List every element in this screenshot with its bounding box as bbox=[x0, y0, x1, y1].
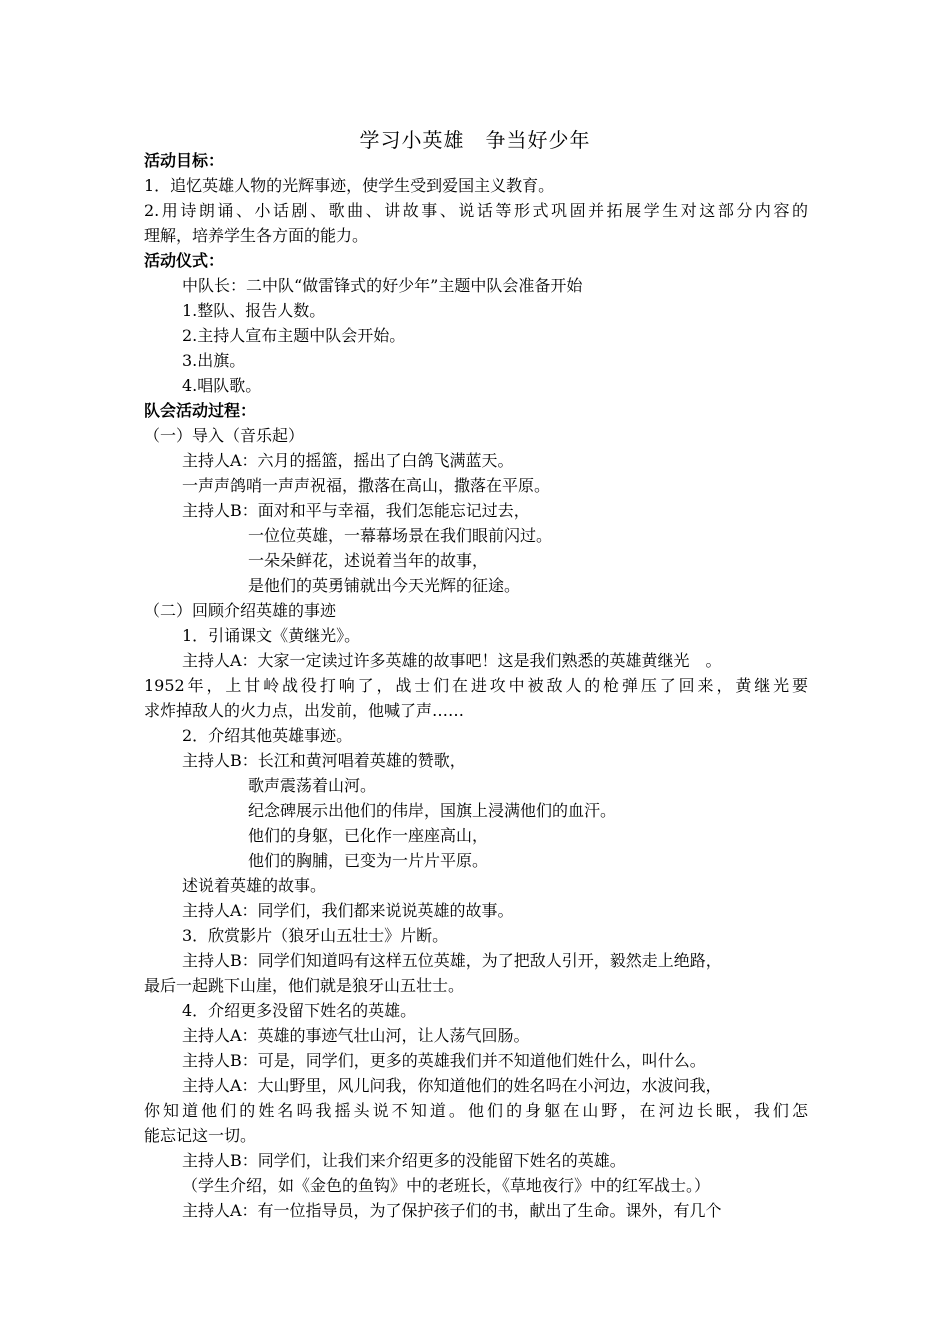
text-line: 他们的身躯，已化作一座座高山， bbox=[248, 826, 489, 845]
text-line: 主持人A：六月的摇篮，摇出了白鸽飞满蓝天。 bbox=[182, 451, 514, 470]
text-line: 能忘记这一切。 bbox=[144, 1126, 257, 1145]
text-line: 主持人B：可是，同学们，更多的英雄我们并不知道他们姓什么，叫什么。 bbox=[182, 1051, 706, 1070]
text-line: 主持人A：大家一定读过许多英雄的故事吧！这是我们熟悉的英雄黄继光 。 bbox=[182, 651, 722, 670]
text-line: 一声声鸽哨一声声祝福，撒落在高山，撒落在平原。 bbox=[182, 476, 551, 495]
text-line: （一）导入（音乐起） bbox=[144, 426, 305, 445]
text-line: 纪念碑展示出他们的伟岸，国旗上浸满他们的血汗。 bbox=[248, 801, 617, 820]
text-line: 歌声震荡着山河。 bbox=[248, 776, 377, 795]
text-line: 述说着英雄的故事。 bbox=[182, 876, 327, 895]
text-line: （二）回顾介绍英雄的事迹 bbox=[144, 601, 337, 620]
text-line: 2．介绍其他英雄事迹。 bbox=[182, 726, 353, 745]
text-line: 中队长：二中队“做雷锋式的好少年”主题中队会准备开始 bbox=[182, 276, 583, 295]
text-line: 主持人B：长江和黄河唱着英雄的赞歌， bbox=[182, 751, 466, 770]
text-line: 主持人B：同学们，让我们来介绍更多的没能留下姓名的英雄。 bbox=[182, 1151, 626, 1170]
text-line: 主持人A：有一位指导员，为了保护孩子们的书，献出了生命。课外，有几个 bbox=[182, 1201, 722, 1220]
section-heading-ceremony: 活动仪式： bbox=[144, 251, 225, 270]
text-line: 1．引诵课文《黄继光》。 bbox=[182, 626, 361, 645]
text-line: 主持人A：大山野里，风儿问我，你知道他们的姓名吗在小河边，水波问我， bbox=[182, 1076, 722, 1095]
text-line: 一位位英雄，一幕幕场景在我们眼前闪过。 bbox=[248, 526, 553, 545]
text-line: 主持人B：同学们知道吗有这样五位英雄，为了把敌人引开，毅然走上绝路， bbox=[182, 951, 722, 970]
text-line: 他们的胸脯，已变为一片片平原。 bbox=[248, 851, 489, 870]
text-line: 你知道他们的姓名吗我摇头说不知道。他们的身躯在山野，在河边长眠，我们怎 bbox=[144, 1101, 808, 1120]
text-line: 4．介绍更多没留下姓名的英雄。 bbox=[182, 1001, 417, 1020]
section-heading-goals: 活动目标： bbox=[144, 151, 225, 170]
text-line: 理解，培养学生各方面的能力。 bbox=[144, 226, 369, 245]
text-line: 2.主持人宣布主题中队会开始。 bbox=[182, 326, 406, 345]
text-line: 最后一起跳下山崖，他们就是狼牙山五壮士。 bbox=[144, 976, 465, 995]
text-line: 一朵朵鲜花，述说着当年的故事， bbox=[248, 551, 489, 570]
text-line: 1．追忆英雄人物的光辉事迹，使学生受到爱国主义教育。 bbox=[144, 176, 555, 195]
text-line: （学生介绍，如《金色的鱼钩》中的老班长，《草地夜行》中的红军战士。） bbox=[182, 1176, 711, 1195]
text-line: 求炸掉敌人的火力点，出发前，他喊了声…… bbox=[144, 701, 465, 720]
text-line: 3．欣赏影片（狼牙山五壮士》片断。 bbox=[182, 926, 449, 945]
text-line: 3.出旗。 bbox=[182, 351, 246, 370]
text-line: 主持人A：同学们，我们都来说说英雄的故事。 bbox=[182, 901, 514, 920]
text-line: 2.用诗朗诵、小话剧、歌曲、讲故事、说话等形式巩固并拓展学生对这部分内容的 bbox=[144, 201, 808, 220]
text-line: 主持人A：英雄的事迹气壮山河，让人荡气回肠。 bbox=[182, 1026, 530, 1045]
text-line: 是他们的英勇铺就出今天光辉的征途。 bbox=[248, 576, 521, 595]
text-line: 1952年，上甘岭战役打响了，战士们在进攻中被敌人的枪弹压了回来，黄继光要 bbox=[144, 676, 808, 695]
page-title: 学习小英雄 争当好少年 bbox=[359, 128, 591, 152]
section-heading-process: 队会活动过程： bbox=[144, 401, 257, 420]
text-line: 4.唱队歌。 bbox=[182, 376, 262, 395]
text-line: 1.整队、报告人数。 bbox=[182, 301, 326, 320]
text-line: 主持人B：面对和平与幸福，我们怎能忘记过去， bbox=[182, 501, 530, 520]
